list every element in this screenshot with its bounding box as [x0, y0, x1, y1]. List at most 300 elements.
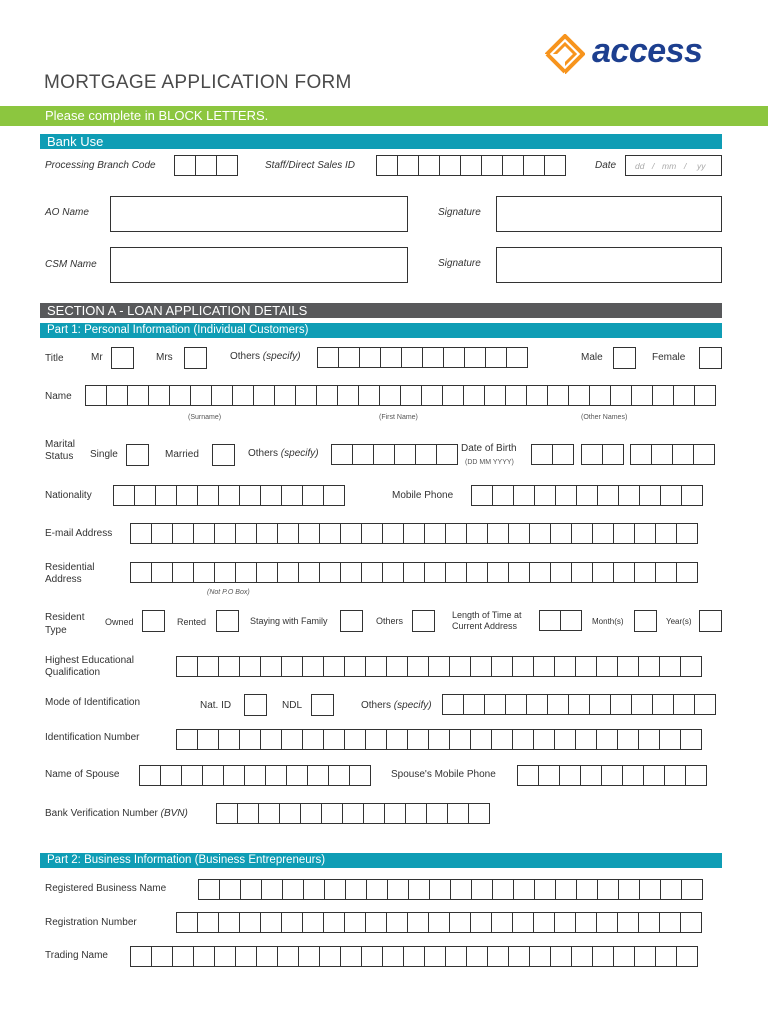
resident-others-checkbox[interactable] — [412, 610, 435, 632]
spouse-mobile-boxes[interactable] — [517, 765, 707, 786]
letter-cell[interactable] — [643, 765, 665, 786]
letter-cell[interactable] — [560, 610, 582, 631]
letter-cell[interactable] — [216, 155, 238, 176]
letter-cell[interactable] — [365, 729, 387, 750]
letter-cell[interactable] — [429, 879, 451, 900]
dob-year-boxes[interactable] — [630, 444, 715, 465]
letter-cell[interactable] — [512, 729, 534, 750]
letter-cell[interactable] — [340, 946, 362, 967]
letter-cell[interactable] — [172, 562, 194, 583]
letter-cell[interactable] — [596, 729, 618, 750]
letter-cell[interactable] — [382, 523, 404, 544]
letter-cell[interactable] — [639, 485, 661, 506]
letter-cell[interactable] — [575, 656, 597, 677]
letter-cell[interactable] — [197, 912, 219, 933]
letter-cell[interactable] — [526, 385, 548, 406]
letter-cell[interactable] — [618, 879, 640, 900]
letter-cell[interactable] — [176, 656, 198, 677]
letter-cell[interactable] — [655, 523, 677, 544]
csm-signature-field[interactable] — [496, 247, 722, 283]
id-number-boxes[interactable] — [176, 729, 702, 750]
letter-cell[interactable] — [260, 912, 282, 933]
letter-cell[interactable] — [506, 347, 528, 368]
trading-name-boxes[interactable] — [130, 946, 698, 967]
letter-cell[interactable] — [659, 912, 681, 933]
letter-cell[interactable] — [622, 765, 644, 786]
staff-id-boxes[interactable] — [376, 155, 566, 176]
letter-cell[interactable] — [235, 946, 257, 967]
letter-cell[interactable] — [602, 444, 624, 465]
letter-cell[interactable] — [160, 765, 182, 786]
letter-cell[interactable] — [260, 656, 282, 677]
letter-cell[interactable] — [589, 694, 611, 715]
letter-cell[interactable] — [239, 485, 261, 506]
letter-cell[interactable] — [534, 485, 556, 506]
title-others-boxes[interactable] — [317, 347, 528, 368]
letter-cell[interactable] — [403, 523, 425, 544]
letter-cell[interactable] — [512, 912, 534, 933]
letter-cell[interactable] — [421, 385, 443, 406]
letter-cell[interactable] — [505, 385, 527, 406]
months-checkbox[interactable] — [634, 610, 657, 632]
letter-cell[interactable] — [261, 879, 283, 900]
male-checkbox[interactable] — [613, 347, 636, 369]
letter-cell[interactable] — [172, 523, 194, 544]
letter-cell[interactable] — [575, 912, 597, 933]
letter-cell[interactable] — [508, 946, 530, 967]
letter-cell[interactable] — [295, 385, 317, 406]
letter-cell[interactable] — [693, 444, 715, 465]
letter-cell[interactable] — [613, 523, 635, 544]
letter-cell[interactable] — [449, 729, 471, 750]
letter-cell[interactable] — [597, 485, 619, 506]
letter-cell[interactable] — [323, 485, 345, 506]
letter-cell[interactable] — [613, 562, 635, 583]
letter-cell[interactable] — [260, 729, 282, 750]
letter-cell[interactable] — [673, 385, 695, 406]
letter-cell[interactable] — [223, 765, 245, 786]
letter-cell[interactable] — [418, 155, 440, 176]
letter-cell[interactable] — [286, 765, 308, 786]
letter-cell[interactable] — [190, 385, 212, 406]
letter-cell[interactable] — [529, 946, 551, 967]
letter-cell[interactable] — [397, 155, 419, 176]
letter-cell[interactable] — [466, 946, 488, 967]
letter-cell[interactable] — [214, 946, 236, 967]
letter-cell[interactable] — [694, 694, 716, 715]
letter-cell[interactable] — [436, 444, 458, 465]
letter-cell[interactable] — [219, 879, 241, 900]
rented-checkbox[interactable] — [216, 610, 239, 632]
letter-cell[interactable] — [424, 562, 446, 583]
letter-cell[interactable] — [652, 385, 674, 406]
mrs-checkbox[interactable] — [184, 347, 207, 369]
letter-cell[interactable] — [281, 912, 303, 933]
letter-cell[interactable] — [218, 656, 240, 677]
letter-cell[interactable] — [466, 562, 488, 583]
letter-cell[interactable] — [340, 562, 362, 583]
letter-cell[interactable] — [379, 385, 401, 406]
letter-cell[interactable] — [407, 912, 429, 933]
letter-cell[interactable] — [260, 485, 282, 506]
letter-cell[interactable] — [484, 385, 506, 406]
letter-cell[interactable] — [363, 803, 385, 824]
letter-cell[interactable] — [386, 729, 408, 750]
letter-cell[interactable] — [538, 765, 560, 786]
letter-cell[interactable] — [550, 946, 572, 967]
letter-cell[interactable] — [394, 444, 416, 465]
letter-cell[interactable] — [415, 444, 437, 465]
letter-cell[interactable] — [302, 656, 324, 677]
letter-cell[interactable] — [547, 694, 569, 715]
letter-cell[interactable] — [197, 485, 219, 506]
letter-cell[interactable] — [214, 562, 236, 583]
letter-cell[interactable] — [659, 729, 681, 750]
letter-cell[interactable] — [450, 879, 472, 900]
letter-cell[interactable] — [405, 803, 427, 824]
letter-cell[interactable] — [176, 912, 198, 933]
education-boxes[interactable] — [176, 656, 702, 677]
letter-cell[interactable] — [344, 656, 366, 677]
letter-cell[interactable] — [529, 523, 551, 544]
letter-cell[interactable] — [307, 765, 329, 786]
letter-cell[interactable] — [589, 385, 611, 406]
letter-cell[interactable] — [547, 385, 569, 406]
letter-cell[interactable] — [618, 485, 640, 506]
letter-cell[interactable] — [617, 912, 639, 933]
letter-cell[interactable] — [376, 155, 398, 176]
letter-cell[interactable] — [631, 694, 653, 715]
letter-cell[interactable] — [151, 523, 173, 544]
letter-cell[interactable] — [449, 912, 471, 933]
letter-cell[interactable] — [211, 385, 233, 406]
letter-cell[interactable] — [195, 155, 217, 176]
letter-cell[interactable] — [613, 946, 635, 967]
letter-cell[interactable] — [592, 946, 614, 967]
letter-cell[interactable] — [169, 385, 191, 406]
letter-cell[interactable] — [442, 385, 464, 406]
letter-cell[interactable] — [319, 523, 341, 544]
letter-cell[interactable] — [181, 765, 203, 786]
female-checkbox[interactable] — [699, 347, 722, 369]
letter-cell[interactable] — [634, 523, 656, 544]
letter-cell[interactable] — [443, 347, 465, 368]
letter-cell[interactable] — [197, 729, 219, 750]
nationality-boxes[interactable] — [113, 485, 345, 506]
letter-cell[interactable] — [601, 765, 623, 786]
letter-cell[interactable] — [575, 729, 597, 750]
letter-cell[interactable] — [237, 803, 259, 824]
letter-cell[interactable] — [555, 879, 577, 900]
letter-cell[interactable] — [660, 485, 682, 506]
letter-cell[interactable] — [681, 485, 703, 506]
letter-cell[interactable] — [139, 765, 161, 786]
letter-cell[interactable] — [265, 765, 287, 786]
letter-cell[interactable] — [487, 523, 509, 544]
letter-cell[interactable] — [422, 347, 444, 368]
letter-cell[interactable] — [529, 562, 551, 583]
letter-cell[interactable] — [534, 879, 556, 900]
letter-cell[interactable] — [134, 485, 156, 506]
letter-cell[interactable] — [218, 485, 240, 506]
letter-cell[interactable] — [331, 444, 353, 465]
letter-cell[interactable] — [428, 912, 450, 933]
mode-others-boxes[interactable] — [442, 694, 716, 715]
letter-cell[interactable] — [127, 385, 149, 406]
letter-cell[interactable] — [361, 562, 383, 583]
letter-cell[interactable] — [193, 523, 215, 544]
staying-family-checkbox[interactable] — [340, 610, 363, 632]
letter-cell[interactable] — [638, 729, 660, 750]
letter-cell[interactable] — [298, 523, 320, 544]
letter-cell[interactable] — [484, 694, 506, 715]
letter-cell[interactable] — [512, 656, 534, 677]
letter-cell[interactable] — [216, 803, 238, 824]
letter-cell[interactable] — [365, 656, 387, 677]
owned-checkbox[interactable] — [142, 610, 165, 632]
ao-signature-field[interactable] — [496, 196, 722, 232]
years-checkbox[interactable] — [699, 610, 722, 632]
letter-cell[interactable] — [256, 523, 278, 544]
letter-cell[interactable] — [492, 879, 514, 900]
letter-cell[interactable] — [239, 656, 261, 677]
letter-cell[interactable] — [193, 562, 215, 583]
letter-cell[interactable] — [517, 765, 539, 786]
letter-cell[interactable] — [680, 729, 702, 750]
letter-cell[interactable] — [502, 155, 524, 176]
name-boxes[interactable] — [85, 385, 716, 406]
letter-cell[interactable] — [550, 562, 572, 583]
letter-cell[interactable] — [408, 879, 430, 900]
letter-cell[interactable] — [176, 729, 198, 750]
letter-cell[interactable] — [274, 385, 296, 406]
letter-cell[interactable] — [317, 347, 339, 368]
letter-cell[interactable] — [463, 694, 485, 715]
letter-cell[interactable] — [214, 523, 236, 544]
letter-cell[interactable] — [550, 523, 572, 544]
letter-cell[interactable] — [568, 694, 590, 715]
letter-cell[interactable] — [533, 912, 555, 933]
letter-cell[interactable] — [352, 444, 374, 465]
letter-cell[interactable] — [676, 523, 698, 544]
letter-cell[interactable] — [174, 155, 196, 176]
bvn-boxes[interactable] — [216, 803, 490, 824]
letter-cell[interactable] — [555, 485, 577, 506]
letter-cell[interactable] — [445, 523, 467, 544]
single-checkbox[interactable] — [126, 444, 149, 466]
letter-cell[interactable] — [676, 562, 698, 583]
letter-cell[interactable] — [651, 444, 673, 465]
letter-cell[interactable] — [323, 729, 345, 750]
letter-cell[interactable] — [384, 803, 406, 824]
letter-cell[interactable] — [113, 485, 135, 506]
letter-cell[interactable] — [300, 803, 322, 824]
letter-cell[interactable] — [664, 765, 686, 786]
letter-cell[interactable] — [218, 912, 240, 933]
letter-cell[interactable] — [338, 347, 360, 368]
letter-cell[interactable] — [130, 523, 152, 544]
letter-cell[interactable] — [466, 523, 488, 544]
letter-cell[interactable] — [544, 155, 566, 176]
letter-cell[interactable] — [349, 765, 371, 786]
letter-cell[interactable] — [328, 765, 350, 786]
letter-cell[interactable] — [303, 879, 325, 900]
letter-cell[interactable] — [130, 562, 152, 583]
letter-cell[interactable] — [680, 912, 702, 933]
residential-address-boxes[interactable] — [130, 562, 698, 583]
letter-cell[interactable] — [659, 656, 681, 677]
letter-cell[interactable] — [523, 155, 545, 176]
letter-cell[interactable] — [554, 912, 576, 933]
letter-cell[interactable] — [319, 946, 341, 967]
letter-cell[interactable] — [382, 946, 404, 967]
letter-cell[interactable] — [610, 694, 632, 715]
letter-cell[interactable] — [463, 385, 485, 406]
letter-cell[interactable] — [485, 347, 507, 368]
letter-cell[interactable] — [576, 485, 598, 506]
letter-cell[interactable] — [106, 385, 128, 406]
letter-cell[interactable] — [513, 485, 535, 506]
letter-cell[interactable] — [470, 912, 492, 933]
letter-cell[interactable] — [198, 879, 220, 900]
ndl-checkbox[interactable] — [311, 694, 334, 716]
letter-cell[interactable] — [526, 694, 548, 715]
letter-cell[interactable] — [366, 879, 388, 900]
letter-cell[interactable] — [155, 485, 177, 506]
letter-cell[interactable] — [630, 444, 652, 465]
letter-cell[interactable] — [491, 656, 513, 677]
letter-cell[interactable] — [235, 562, 257, 583]
letter-cell[interactable] — [638, 912, 660, 933]
letter-cell[interactable] — [634, 562, 656, 583]
letter-cell[interactable] — [239, 912, 261, 933]
letter-cell[interactable] — [442, 694, 464, 715]
letter-cell[interactable] — [610, 385, 632, 406]
length-months-boxes[interactable] — [539, 610, 582, 631]
letter-cell[interactable] — [445, 562, 467, 583]
dob-month-boxes[interactable] — [581, 444, 624, 465]
letter-cell[interactable] — [492, 485, 514, 506]
letter-cell[interactable] — [445, 946, 467, 967]
letter-cell[interactable] — [316, 385, 338, 406]
letter-cell[interactable] — [694, 385, 716, 406]
letter-cell[interactable] — [323, 912, 345, 933]
letter-cell[interactable] — [401, 347, 423, 368]
letter-cell[interactable] — [302, 729, 324, 750]
letter-cell[interactable] — [428, 729, 450, 750]
letter-cell[interactable] — [471, 485, 493, 506]
letter-cell[interactable] — [151, 946, 173, 967]
letter-cell[interactable] — [508, 562, 530, 583]
letter-cell[interactable] — [634, 946, 656, 967]
letter-cell[interactable] — [403, 946, 425, 967]
letter-cell[interactable] — [361, 946, 383, 967]
married-checkbox[interactable] — [212, 444, 235, 466]
letter-cell[interactable] — [279, 803, 301, 824]
ao-name-field[interactable] — [110, 196, 408, 232]
letter-cell[interactable] — [344, 912, 366, 933]
letter-cell[interactable] — [468, 803, 490, 824]
letter-cell[interactable] — [321, 803, 343, 824]
letter-cell[interactable] — [345, 879, 367, 900]
letter-cell[interactable] — [552, 444, 574, 465]
letter-cell[interactable] — [324, 879, 346, 900]
letter-cell[interactable] — [592, 562, 614, 583]
letter-cell[interactable] — [491, 729, 513, 750]
letter-cell[interactable] — [581, 444, 603, 465]
letter-cell[interactable] — [342, 803, 364, 824]
letter-cell[interactable] — [685, 765, 707, 786]
letter-cell[interactable] — [655, 562, 677, 583]
letter-cell[interactable] — [631, 385, 653, 406]
letter-cell[interactable] — [319, 562, 341, 583]
letter-cell[interactable] — [176, 485, 198, 506]
letter-cell[interactable] — [571, 562, 593, 583]
letter-cell[interactable] — [361, 523, 383, 544]
csm-name-field[interactable] — [110, 247, 408, 283]
letter-cell[interactable] — [638, 656, 660, 677]
letter-cell[interactable] — [235, 523, 257, 544]
letter-cell[interactable] — [676, 946, 698, 967]
letter-cell[interactable] — [281, 729, 303, 750]
letter-cell[interactable] — [358, 385, 380, 406]
letter-cell[interactable] — [508, 523, 530, 544]
letter-cell[interactable] — [660, 879, 682, 900]
letter-cell[interactable] — [639, 879, 661, 900]
letter-cell[interactable] — [382, 562, 404, 583]
letter-cell[interactable] — [403, 562, 425, 583]
letter-cell[interactable] — [533, 729, 555, 750]
letter-cell[interactable] — [298, 946, 320, 967]
letter-cell[interactable] — [592, 523, 614, 544]
spouse-name-boxes[interactable] — [139, 765, 371, 786]
letter-cell[interactable] — [197, 656, 219, 677]
letter-cell[interactable] — [460, 155, 482, 176]
letter-cell[interactable] — [239, 729, 261, 750]
letter-cell[interactable] — [281, 485, 303, 506]
letter-cell[interactable] — [193, 946, 215, 967]
letter-cell[interactable] — [407, 656, 429, 677]
mr-checkbox[interactable] — [111, 347, 134, 369]
letter-cell[interactable] — [576, 879, 598, 900]
letter-cell[interactable] — [487, 946, 509, 967]
letter-cell[interactable] — [302, 912, 324, 933]
letter-cell[interactable] — [244, 765, 266, 786]
letter-cell[interactable] — [449, 656, 471, 677]
letter-cell[interactable] — [559, 765, 581, 786]
letter-cell[interactable] — [617, 729, 639, 750]
letter-cell[interactable] — [400, 385, 422, 406]
letter-cell[interactable] — [373, 444, 395, 465]
letter-cell[interactable] — [386, 912, 408, 933]
letter-cell[interactable] — [680, 656, 702, 677]
letter-cell[interactable] — [337, 385, 359, 406]
letter-cell[interactable] — [655, 946, 677, 967]
letter-cell[interactable] — [387, 879, 409, 900]
letter-cell[interactable] — [232, 385, 254, 406]
letter-cell[interactable] — [344, 729, 366, 750]
letter-cell[interactable] — [428, 656, 450, 677]
marital-others-boxes[interactable] — [331, 444, 458, 465]
letter-cell[interactable] — [218, 729, 240, 750]
letter-cell[interactable] — [554, 729, 576, 750]
letter-cell[interactable] — [202, 765, 224, 786]
letter-cell[interactable] — [151, 562, 173, 583]
letter-cell[interactable] — [580, 765, 602, 786]
letter-cell[interactable] — [359, 347, 381, 368]
reg-number-boxes[interactable] — [176, 912, 702, 933]
letter-cell[interactable] — [681, 879, 703, 900]
